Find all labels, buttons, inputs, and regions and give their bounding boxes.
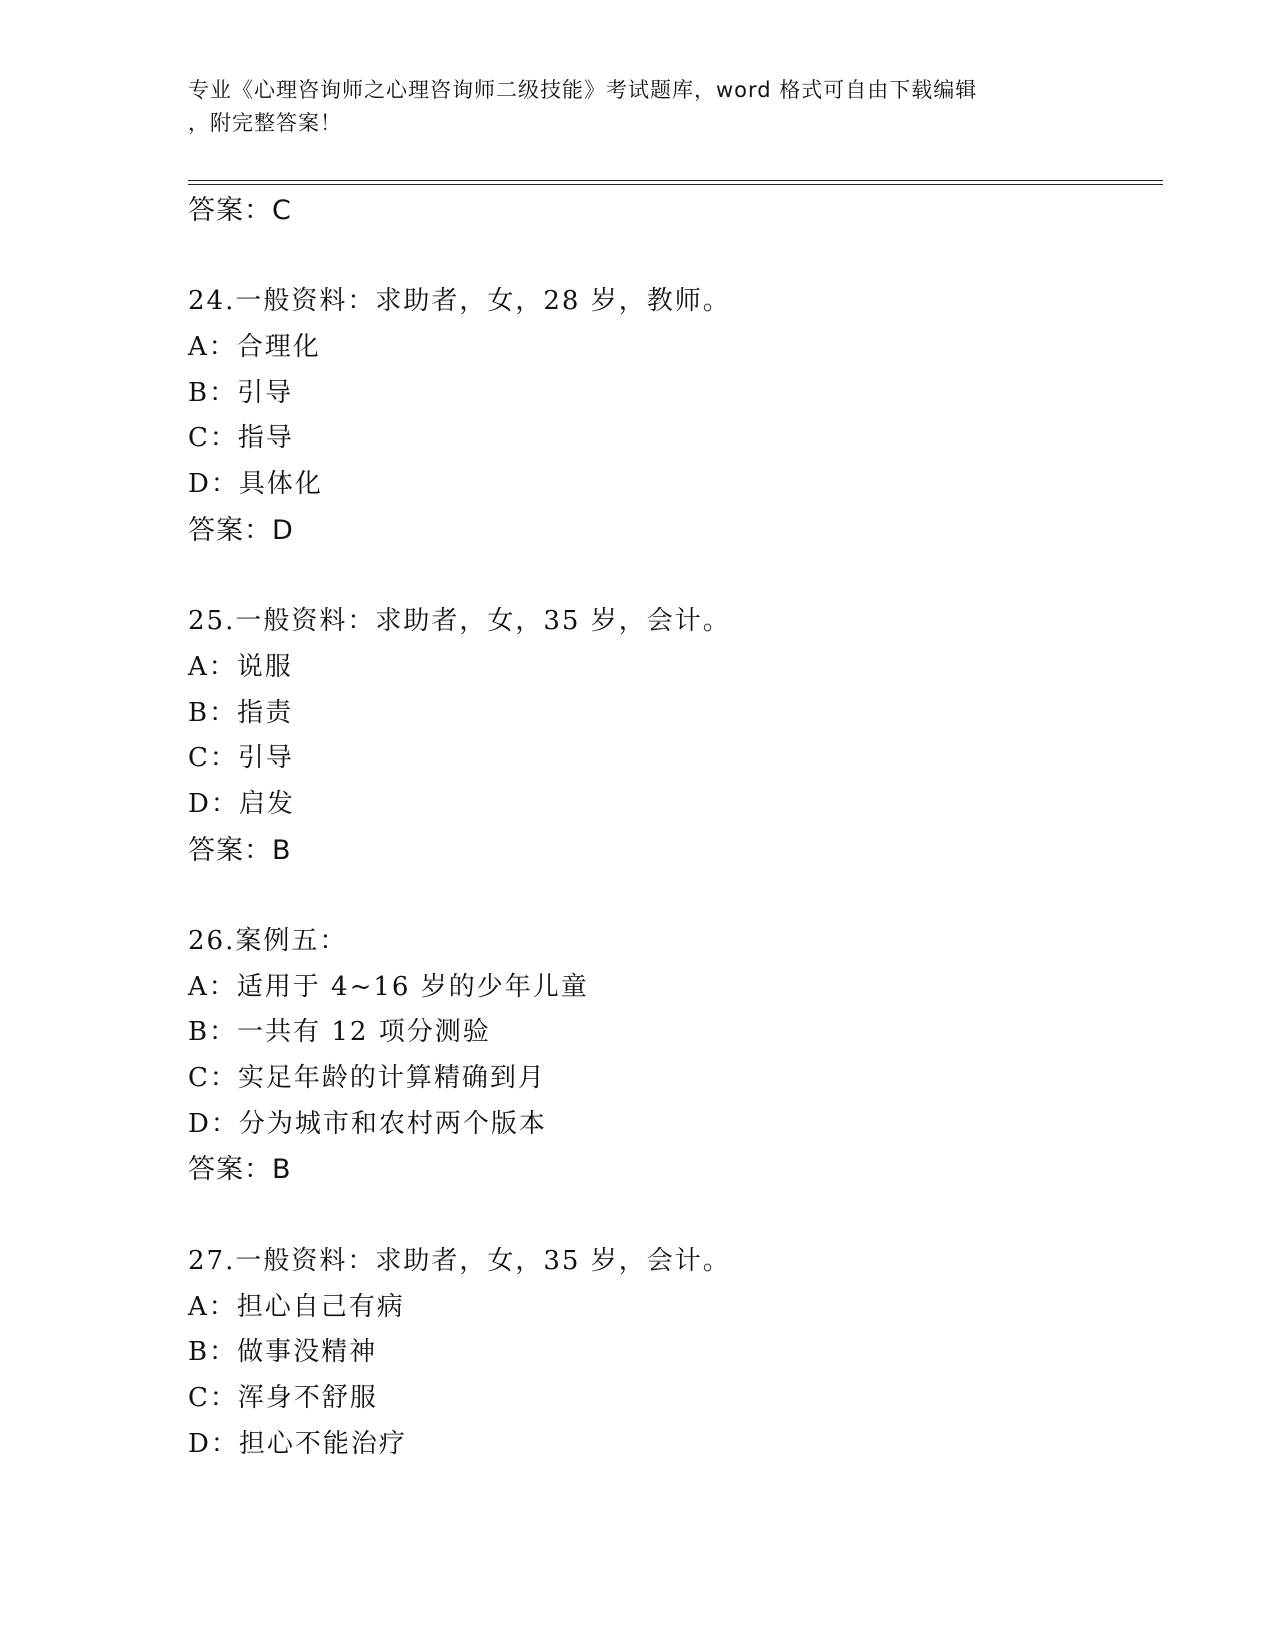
question-list (188, 188, 1148, 1467)
header-line-1: 专业《心理咨询师之心理咨询师二级技能》考试题库，word 格式可自由下载编辑 (188, 78, 978, 102)
option-b: B：一共有 12 项分测验 (188, 1017, 491, 1048)
option-c: C：实足年龄的计算精确到月 (188, 1063, 546, 1094)
question-stem: 27.一般资料：求助者，女，35 岁，会计。 (188, 1245, 731, 1276)
question-26 (188, 919, 1148, 1193)
option-c: C：指导 (188, 423, 294, 454)
spacer (188, 234, 1148, 280)
option-a: A：合理化 (188, 332, 321, 363)
question-24 (188, 279, 1148, 553)
answer-line: 答案：B (188, 1154, 292, 1186)
question-stem: 24.一般资料：求助者，女，28 岁，教师。 (188, 286, 731, 317)
spacer (188, 873, 1148, 919)
option-c: C：引导 (188, 743, 294, 774)
document-header (188, 74, 1088, 140)
option-d: D：担心不能治疗 (188, 1428, 407, 1459)
question-27 (188, 1239, 1148, 1467)
option-d: D：具体化 (188, 469, 323, 500)
answer-line: 答案：C (188, 195, 292, 226)
spacer (188, 554, 1148, 600)
spacer (188, 1193, 1148, 1239)
option-a: A：担心自己有病 (188, 1291, 405, 1322)
option-c: C：浑身不舒服 (188, 1382, 378, 1413)
option-a: A：适用于 4~16 岁的少年儿童 (188, 971, 589, 1002)
option-b: B：指责 (188, 697, 294, 728)
question-stem: 25.一般资料：求助者，女，35 岁，会计。 (188, 606, 731, 637)
header-line-2: ，附完整答案！ (188, 111, 342, 135)
option-b: B：做事没精神 (188, 1337, 378, 1368)
question-stem: 26.案例五： (188, 926, 348, 956)
answer-line: 答案：B (188, 834, 292, 866)
option-b: B：引导 (188, 377, 294, 408)
answer-line: 答案：D (188, 514, 294, 546)
option-d: D：启发 (188, 788, 295, 819)
option-a: A：说服 (188, 651, 293, 682)
question-25 (188, 599, 1148, 873)
header-divider (188, 180, 1163, 185)
option-d: D：分为城市和农村两个版本 (188, 1108, 547, 1139)
